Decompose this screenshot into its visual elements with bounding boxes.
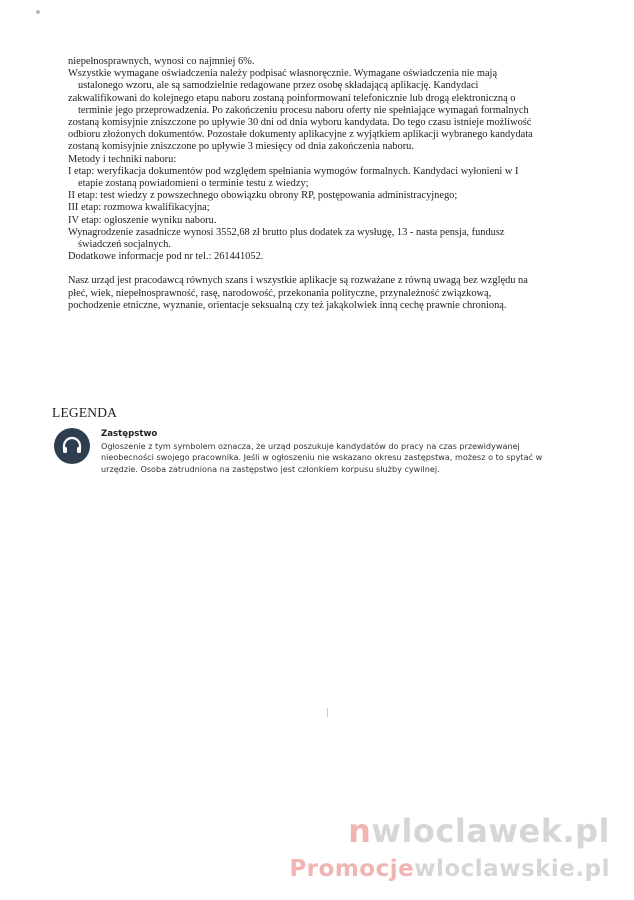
headset-icon bbox=[54, 428, 90, 464]
body-line: Dodatkowe informacje pod nr tel.: 261441052. bbox=[68, 251, 264, 263]
watermark-promocje: Promocjewloclawskie.pl bbox=[289, 856, 610, 882]
body-line: zostaną komisyjnie zniszczone po upływie 30 dni od dnia wyboru kandydata. Do tego czasu istnieje możliwość bbox=[68, 117, 532, 129]
body-line: I etap: weryfikacja dokumentów pod względem spełniania wymogów formalnych. Kandydaci wyłonieni w I bbox=[68, 165, 519, 177]
legend-item-replacement bbox=[101, 429, 571, 475]
body-line: Wynagrodzenie zasadnicze wynosi 3552,68 zł brutto plus dodatek za wysługę, 13 - nasta pensja, fundusz bbox=[68, 226, 505, 238]
equal-opportunity-line: Nasz urząd jest pracodawcą równych szans i wszystkie aplikacje są rozważane z równą uwagą bez względu na bbox=[68, 275, 528, 287]
watermark-nwloclawek: nwloclawek.pl bbox=[348, 812, 610, 850]
body-line: etapie zostaną powiadomieni o terminie testu z wiedzy; bbox=[78, 178, 309, 190]
legend-item-line: Ogłoszenie z tym symbolem oznacza, że urząd poszukuje kandydatów do pracy na czas przewidywanej bbox=[101, 441, 520, 452]
body-line: Wszystkie wymagane oświadczenia należy podpisać własnoręcznie. Wymagane oświadczenia nie mają bbox=[68, 68, 498, 80]
body-line: terminie jego przeprowadzenia. Po zakończeniu procesu naboru oferty nie spełniające wymagań formalnych bbox=[78, 104, 529, 116]
legend-item-title: Zastępstwo bbox=[101, 429, 158, 439]
body-line: IV etap: ogłoszenie wyniku naboru. bbox=[68, 214, 217, 226]
body-line: zostaną komisyjnie zniszczone po upływie 3 miesięcy od dnia zakończenia naboru. bbox=[68, 141, 414, 153]
body-line: zakwalifikowani do kolejnego etapu naboru zostaną poinformowani telefonicznie lub drogą elektroniczną o bbox=[68, 92, 516, 104]
document-body bbox=[68, 56, 588, 312]
body-line: niepełnosprawnych, wynosi co najmniej 6%. bbox=[68, 56, 255, 67]
legend-item-line: urzędzie. Osoba zatrudniona na zastępstwo jest członkiem korpusu służby cywilnej. bbox=[101, 463, 440, 474]
scan-artifact-mark bbox=[327, 708, 328, 717]
body-line: Metody i techniki naboru: bbox=[68, 153, 177, 165]
legend-title: LEGENDA bbox=[52, 405, 118, 420]
scan-artifact-dot bbox=[36, 10, 40, 14]
equal-opportunity-line: płeć, wiek, niepełnosprawność, rasę, narodowość, przekonania polityczne, przynależność związkową, bbox=[68, 287, 492, 299]
legend-item-line: nieobecności swojego pracownika. Jeśli w ogłoszeniu nie wskazano okresu zastępstwa, możesz o to spytać w bbox=[101, 452, 543, 463]
body-line: odbioru złożonych dokumentów. Pozostałe dokumenty aplikacyjne z wyjątkiem aplikacji wybranego kandydata bbox=[68, 129, 533, 141]
equal-opportunity-line: pochodzenie etniczne, wyznanie, orientacje seksualną czy też jakąkolwiek inną cechę prawnie chronioną. bbox=[68, 299, 507, 311]
body-line: świadczeń socjalnych. bbox=[78, 239, 171, 251]
body-line: ustalonego wzoru, ale są samodzielnie redagowane przez osobę składającą aplikację. Kandydaci bbox=[78, 80, 479, 92]
body-line: III etap: rozmowa kwalifikacyjna; bbox=[68, 202, 210, 214]
body-line: II etap: test wiedzy z powszechnego obowiązku obrony RP, postępowania administracyjnego; bbox=[68, 190, 458, 202]
